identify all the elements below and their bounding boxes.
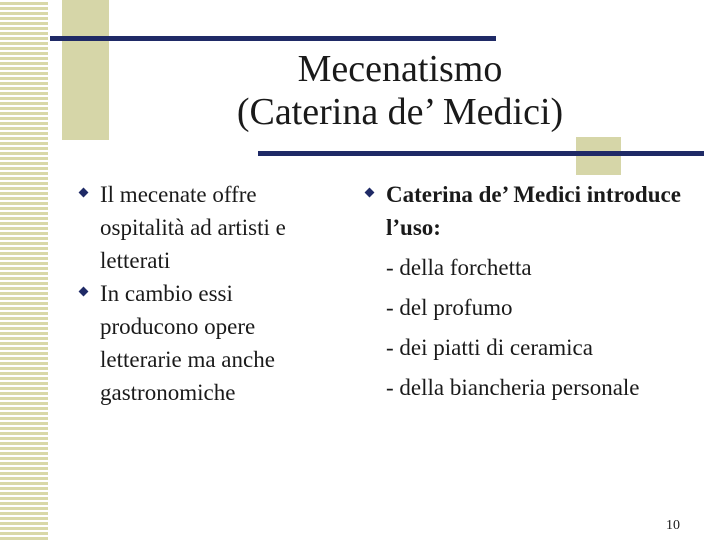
stripes-edge (48, 0, 50, 540)
diamond-bullet-icon (365, 188, 375, 198)
left-column (76, 178, 326, 409)
left-bullet-text: In cambio essi producono opere letterarie ma anche gastronomiche (100, 281, 275, 405)
diamond-bullet-icon (79, 188, 89, 198)
decorative-bar-top (50, 36, 496, 41)
left-bullet-item (76, 277, 326, 409)
left-bullet-item (76, 178, 326, 277)
right-column (362, 178, 712, 408)
usage-list-item: - della forchetta (386, 255, 532, 280)
right-bullet-heading: Caterina de’ Medici introduce l’uso: (386, 182, 681, 240)
page-number: 10 (666, 518, 680, 533)
usage-list (362, 248, 712, 408)
slide-title-line2: (Caterina de’ Medici) (236, 91, 564, 133)
diamond-bullet-icon (79, 287, 89, 297)
decorative-tan-box-bottom (576, 137, 621, 175)
usage-list-item: - del profumo (386, 295, 513, 320)
decorative-bar-bottom (258, 151, 704, 156)
usage-list-item: - della biancheria personale (386, 375, 640, 400)
slide-title (120, 48, 680, 134)
usage-list-item: - dei piatti di ceramica (386, 335, 593, 360)
right-bullet-item (362, 178, 712, 244)
decorative-stripes (0, 0, 50, 540)
decorative-tan-box-top (62, 0, 109, 140)
left-bullet-text: Il mecenate offre ospitalità ad artisti e letterati (100, 182, 286, 273)
slide-title-line1: Mecenatismo (297, 48, 503, 90)
